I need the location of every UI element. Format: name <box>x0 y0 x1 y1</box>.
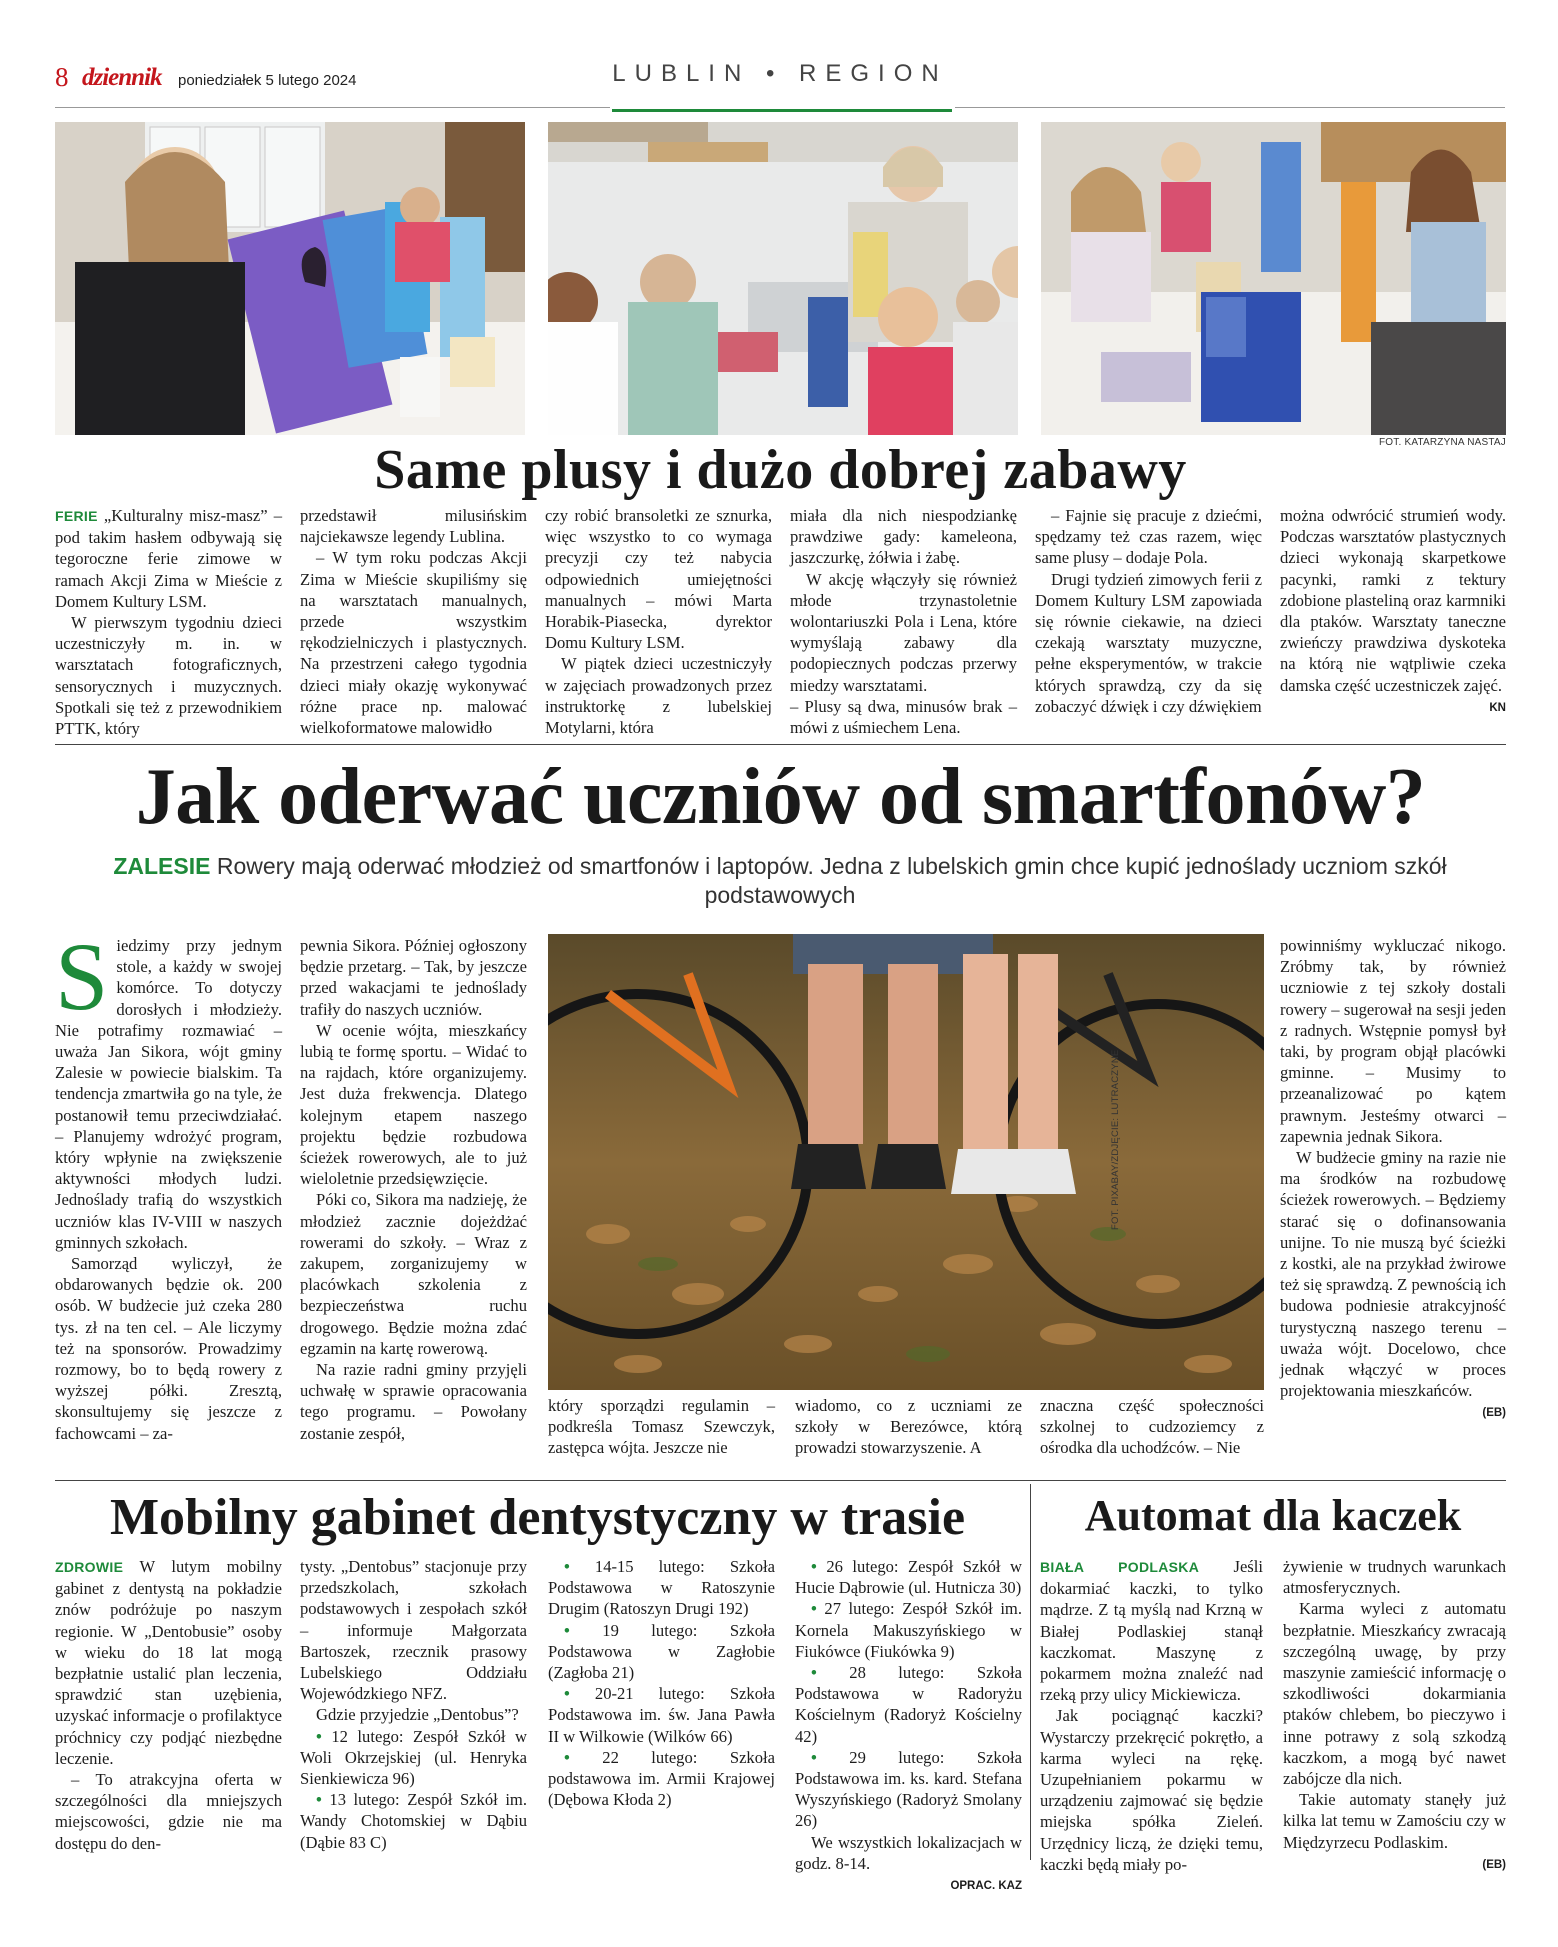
section-underline <box>612 109 952 112</box>
article2-col3 <box>548 1395 775 1459</box>
article1-col4 <box>790 505 1017 738</box>
paragraph: iedzimy przy jednym stole, a każdy w swojej komórce. To dotyczy dorosłych i młodzieży. Nie potrafimy rozmawiać – uważa Jan Sikora, wójt gminy Zalesie w powiecie bialskim. Ta tendencja zmartwiła go na tyle, że postanowił temu przeciwdziałać. – Planujemy wdrożyć program, który wpłynie na zwiększenie aktywności młodych ludzi. Jednoślady trafią do wszystkich uczniów klas IV-VIII w naszych gminnych szkołach. <box>55 936 282 1252</box>
paragraph: „Kulturalny misz-masz” – pod takim hasłem odbywają się tegoroczne ferie zimowe w ramach Akcji Zima w Mieście z Domem Kultury LSM. <box>55 506 282 611</box>
paragraph: We wszystkich lokalizacjach w godz. 8-14. <box>795 1832 1022 1873</box>
photo-instructor-with-kids <box>548 122 1018 435</box>
article3-col2 <box>300 1556 527 1853</box>
brand-logo: dziennik <box>82 64 162 91</box>
list-item: 12 lutego: Zespół Szkół w Woli Okrzejskiej (ul. Henryka Sienkiewicza 96) <box>300 1726 527 1789</box>
paragraph: można odwrócić strumień wody. Podczas warsztatów plastycznych dzieci wykonają skarpetkowe pacynki, ramki z tektury zdobione plasteliną oraz karmniki dla ptaków. Warsztaty taneczne zwieńczy prawdziwa dyskoteka na którą nie wątpliwie czeka damska część uczestniczek zajęć. <box>1280 506 1506 695</box>
bullet-icon: • <box>564 1620 570 1640</box>
header-rule-right <box>955 107 1505 108</box>
article3-col3 <box>548 1556 775 1810</box>
article1-signature: KN <box>1489 701 1506 714</box>
page-number: 8 <box>55 62 69 92</box>
article2-col1 <box>55 923 282 1444</box>
article2-signature: (EB) <box>1482 1407 1506 1420</box>
photo-bikes-couple <box>548 934 1264 1390</box>
photo-girl-painting <box>55 122 525 435</box>
article2-lead-text: Rowery mają oderwać młodzież od smartfonów i laptopów. Jedna z lubelskich gmin chce kupić jednoślady uczniom szkół podstawowych <box>216 853 1447 908</box>
paragraph: W piątek dzieci uczestniczyły w zajęciach prowadzonych przez instruktorkę z lubelskiej Motylarni, która <box>545 654 772 738</box>
article4-tag: BIAŁA PODLASKA <box>1040 1559 1200 1575</box>
paragraph: Gdzie przyjedzie „Dentobus”? <box>316 1705 519 1725</box>
article1-col5 <box>1035 505 1262 717</box>
paragraph: Samorząd wyliczył, że obdarowanych będzie ok. 200 osób. W budżecie już czeka 280 tys. zł na ten cel. – Ale liczymy też na sponsorów. Prowadzimy rozmowy, bo to będą rowery z wyższej półki. Zresztą, skonsultujemy się jeszcze z fachowcami – za- <box>55 1254 282 1443</box>
list-item: 27 lutego: Zespół Szkół im. Kornela Makuszyńskiego w Fiukówce (Fiukówka 9) <box>795 1599 1022 1661</box>
article4-col1 <box>1040 1556 1263 1875</box>
paragraph: tysty. „Dentobus” stacjonuje przy przedszkolach, szkołach podstawowych i zespołach szkół – informuje Małgorzata Bartoszek, rzecznik prasowy Lubelskiego Oddziału Wojewódzkiego NFZ. <box>300 1557 527 1704</box>
article2-title: Jak oderwać uczniów od smartfonów? <box>135 753 1426 841</box>
article1-title: Same plusy i dużo dobrej zabawy <box>374 439 1187 501</box>
divider-article2 <box>55 1480 1506 1481</box>
article4-title: Automat dla kaczek <box>1084 1491 1462 1540</box>
article1-tag: FERIE <box>55 508 98 524</box>
bullet-icon: • <box>564 1557 570 1576</box>
bullet-icon: • <box>564 1747 570 1767</box>
paragraph: W ocenie wójta, mieszkańcy lubią te formę sportu. – Widać to na rajdach, które organizujemy. Jest duża frekwencja. Dlatego kolejnym etapem naszego projektu będzie rozbudowa ścieżek rowerowych, ale to już wieloletnie przedsięwzięcie. <box>300 1020 527 1189</box>
article1-col2 <box>300 505 527 738</box>
paragraph: Karma wyleci z automatu bezpłatnie. Mieszkańcy zwracają szczególną uwagę, by przy maszynie zamieścić informację o szkodliwości dokarmiania ptaków chlebem, bo pieczywo i inne potrawy z solą szkodzą kaczkom, a mogą być nawet zabójcze dla nich. <box>1283 1599 1506 1789</box>
paragraph: W budżecie gminy na razie nie ma środków na rozbudowę ścieżek rowerowych. – Będziemy starać się o dofinansowania unijne. To nie muszą być ścieżki z kostki, ale na przykład żwirowe też się sprawdzą. Z pewnością ich budowa podniesie atrakcyjność turystyczną naszego terenu – uważa wójt. Docelowo, chce jednak włączyć w proces projektowania mieszkańców. <box>1280 1148 1506 1401</box>
bullet-icon: • <box>564 1684 570 1704</box>
article3-signature: OPRAC. KAZ <box>950 1880 1022 1893</box>
paragraph: W pierwszym tygodniu dzieci uczestniczyły m. in. w warsztatach fotograficznych, sensorycznych i muzycznych. Spotkali się też z przewodnikiem PTTK, który <box>55 613 282 739</box>
paragraph: Póki co, Sikora ma nadzieję, że młodzież zacznie dojeżdżać rowerami do szkoły. – Wraz z zakupem, zorganizujemy w placówkach szkolenia z bezpieczeństwa ruchu drogowego. Będzie można zdać egzamin na kartę rowerową. <box>300 1190 527 1358</box>
paragraph: który sporządzi regulamin – podkreśla Tomasz Szewczyk, zastępca wójta. Jeszcze nie <box>548 1396 775 1458</box>
paragraph: W akcję włączyły się również młode trzynastoletnie wolontariuszki Pola i Lena, które wymyślają zabawy dla podopiecznych podczas przerwy miedzy warsztatami. <box>790 569 1017 695</box>
paragraph: – W tym roku podczas Akcji Zima w Mieście skupiliśmy się na warsztatach manualnych, przede wszystkim rękodzielniczych i plastycznych. Na przestrzeni całego tygodnia dzieci miały okazję wykonywać różne prace np. malować wielkoformatowe malowidło <box>300 548 527 738</box>
paragraph: Drugi tydzień zimowych ferii z Domem Kultury LSM zapowiada się równie ciekawie, na dzieci czekają warsztaty muzyczne, pełne eksperymentów, w trakcie których sprawdzą, czy da się zobaczyć dźwięk i czy dźwiękiem <box>1035 569 1262 716</box>
photo-kids-painting-boxes <box>1041 122 1506 435</box>
article3-tag: ZDROWIE <box>55 1559 124 1575</box>
list-item: 20-21 lutego: Szkoła Podstawowa im. św. Jana Pawła II w Wilkowie (Wilków 66) <box>548 1684 775 1746</box>
article4-signature: (EB) <box>1482 1858 1506 1871</box>
paragraph: żywienie w trudnych warunkach atmosferycznych. <box>1283 1557 1506 1598</box>
paragraph: znaczna część społeczności szkolnej to cudzoziemcy z ośrodka dla uchodźców. – Nie <box>1040 1396 1264 1458</box>
paragraph: przedstawił milusińskim najciekawsze legendy Lublina. <box>300 506 527 547</box>
paragraph: pewnia Sikora. Później ogłoszony będzie przetarg. – Tak, by jeszcze przed wakacjami te jednoślady trafiły do naszych uczniów. <box>300 936 527 1019</box>
list-item: 28 lutego: Szkoła Podstawowa w Radoryżu Kościelnym (Radoryż Kościelny 42) <box>795 1663 1022 1746</box>
paragraph: miała dla nich niespodziankę prawdziwe gady: kameleona, jaszczurkę, żółwia i żabę. <box>790 506 1017 568</box>
paragraph: Takie automaty stanęły już kilka lat temu w Zamościu czy w Międzyrzecu Podlaskim. <box>1283 1790 1506 1852</box>
article1-col1 <box>55 505 282 739</box>
article2-col2 <box>300 935 527 1444</box>
list-item: 14-15 lutego: Szkoła Podstawowa w Ratoszynie Drugim (Ratoszyn Drugi 192) <box>548 1557 775 1619</box>
article2-lead <box>60 852 1500 910</box>
paragraph: wiadomo, co z uczniami ze szkoły w Berezówce, którą prowadzi stowarzyszenie. A <box>795 1396 1022 1458</box>
bullet-icon: • <box>316 1726 322 1746</box>
bullet-icon: • <box>811 1747 817 1767</box>
paragraph: Jeśli dokarmiać kaczki, to tylko mądrze. Z tą myślą nad Krzną w Białej Podlaskiej stanął kaczkomat. Maszynę z pokarmem można znaleźć nad rzeką przy ulicy Mickiewicza. <box>1040 1557 1263 1705</box>
issue-date: poniedziałek 5 lutego 2024 <box>178 72 357 89</box>
article2-col4 <box>795 1395 1022 1459</box>
article1-col3 <box>545 505 772 738</box>
paragraph: czy robić bransoletki ze sznurka, więc wszystko to co wymaga precyzji czy też nabycia odpowiednich umiejętności manualnych – mówi Marta Horabik-Piasecka, dyrektor Domu Kultury LSM. <box>545 506 772 653</box>
article3-title: Mobilny gabinet dentystyczny w trasie <box>109 1489 966 1546</box>
bullet-icon: • <box>811 1557 817 1576</box>
paragraph: – To atrakcyjna oferta w szczególności dla mniejszych miejscowości, gdzie nie ma dostępu do den- <box>55 1770 282 1853</box>
paragraph: W lutym mobilny gabinet z dentystą na pokładzie znów podróżuje po naszym regionie. W „Dentobusie” osoby w wieku do 18 lat mogą bezpłatnie ustalić plan leczenia, sprawdzić stan uzębienia, uzyskać informacje o profilaktyce próchnicy czy podjąć niezbędne leczenie. <box>55 1557 282 1768</box>
article1-col6 <box>1280 505 1506 719</box>
list-item: 26 lutego: Zespół Szkół w Hucie Dąbrowie (ul. Hutnicza 30) <box>795 1557 1022 1598</box>
article3-col1 <box>55 1556 282 1854</box>
paragraph: powinniśmy wykluczać nikogo. Zróbmy tak, by również uczniowie z tej szkoły dostali rowery – sugerował na sesji jeden z radnych. Wstępnie pomysł był taki, by program objął placówki gminne. – Musimy to przeanalizować po kątem prawnym. Jesteśmy otwarci – zapewnia jednak Sikora. <box>1280 936 1506 1146</box>
vertical-divider <box>1030 1484 1031 1860</box>
photo-credit-2: FOT. PIXABAY/ZDJĘCIE: LUTRACZYNE <box>1110 1049 1121 1230</box>
list-item: 13 lutego: Zespół Szkół im. Wandy Chotomskiej w Dąbiu (Dąbie 83 C) <box>300 1790 527 1852</box>
section-title: LUBLIN • REGION <box>612 60 948 87</box>
paragraph: Na razie radni gminy przyjęli uchwałę w sprawie opracowania tego programu. – Powołany zostanie zespół, <box>300 1360 527 1443</box>
list-item: 19 lutego: Szkoła Podstawowa w Zagłobie (Zagłoba 21) <box>548 1620 775 1683</box>
paragraph: Jak pociągnąć kaczki? Wystarczy przekręcić pokrętło, a karma wyleci na rękę. Uzupełnianiem pokarmu w urządzeniu zajmować się będzie miejska spółka Zieleń. Urzędnicy liczą, że dzięki temu, kaczki będą miały po- <box>1040 1706 1263 1874</box>
article3-col4 <box>795 1556 1022 1897</box>
bullet-icon: • <box>316 1790 322 1810</box>
header-rule <box>55 107 610 108</box>
dropcap: S <box>55 923 109 1030</box>
article2-col5 <box>1040 1395 1264 1459</box>
list-item: 22 lutego: Szkoła podstawowa im. Armii Krajowej (Dębowa Kłoda 2) <box>548 1747 775 1810</box>
paragraph: – Plusy są dwa, minusów brak – mówi z uśmiechem Lena. <box>790 696 1017 738</box>
list-item: 29 lutego: Szkoła Podstawowa im. ks. kard. Stefana Wyszyńskiego (Radoryż Smolany 26) <box>795 1747 1022 1831</box>
article2-lead-tag: ZALESIE <box>113 853 211 879</box>
photo-credit-1: FOT. KATARZYNA NASTAJ <box>1379 437 1506 448</box>
divider-article1 <box>55 744 1506 745</box>
bullet-icon: • <box>811 1663 817 1683</box>
article4-col2 <box>1283 1556 1506 1876</box>
paragraph: – Fajnie się pracuje z dziećmi, spędzamy też czas razem, więc same plusy – dodaje Pola. <box>1035 506 1262 568</box>
bullet-icon: • <box>811 1599 817 1619</box>
article2-col6 <box>1280 935 1506 1425</box>
